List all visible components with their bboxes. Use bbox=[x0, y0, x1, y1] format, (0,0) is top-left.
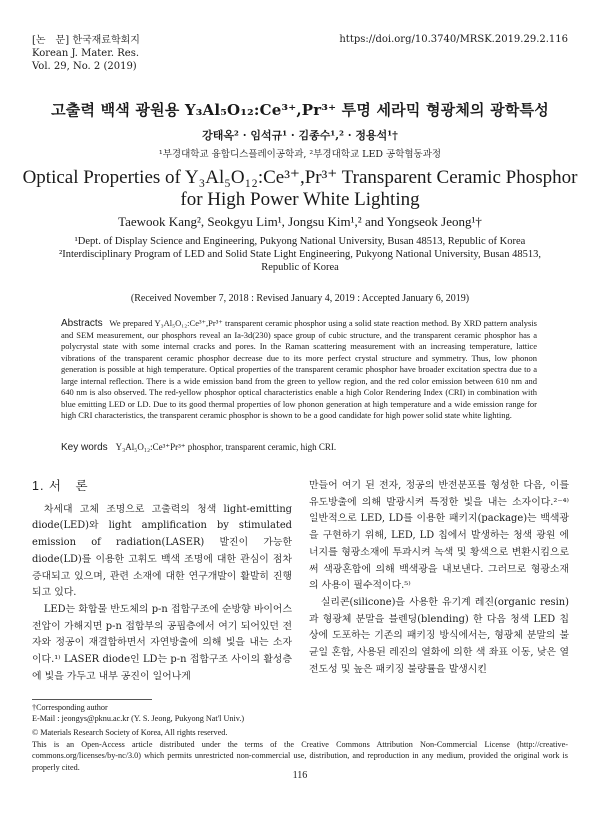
title-english bbox=[0, 167, 600, 211]
title-korean: 고출력 백색 광원용 Y₃Al₅O₁₂:Ce³⁺,Pr³⁺ 투명 세라믹 형광체의 광학특성 bbox=[51, 101, 549, 119]
section-heading: 1. 서 론 bbox=[32, 479, 89, 493]
license-block bbox=[32, 727, 568, 773]
received-dates: (Received November 7, 2018 : Revised January 4, 2019 : Accepted January 6, 2019) bbox=[130, 293, 470, 304]
abstract-label: Abstracts bbox=[61, 318, 103, 329]
paragraph: 차세대 고체 조명으로 고출력의 청색 light-emitting diode(LED)와 light amplification by stimulated emission of radiation(LASER) 발진이 가능한 diode(LD)를 이용한 고휘도 백색 조명에 대한 관심이 점차 증대되고 있으며, 관련 소재에 대한 연구개발이 활발히 진행되고 있다. bbox=[32, 503, 292, 599]
abstract bbox=[61, 318, 537, 422]
page-number: 116 bbox=[292, 770, 308, 781]
paragraph: LED는 화합물 반도체의 p-n 접합구조에 순방향 바이어스 전압이 가해지면 p-n 접합부의 공핍층에서 여기 되어있던 전자와 정공이 재결합하면서 자연방출에 의해 빛을 내는 소자이다.¹⁾ LASER diode인 LD는 p-n 접합구조 사이의 활성층에 빛을 가두고 내부 공진이 일어나게 bbox=[32, 603, 292, 682]
authors-korean: 강태옥² · 임석규¹ · 김종수¹,² · 정용석¹† bbox=[202, 129, 398, 142]
body-column-left bbox=[32, 478, 292, 685]
keywords-label: Key words bbox=[61, 442, 108, 453]
affiliation-2: ²Interdisciplinary Program of LED and Solid State Light Engineering, Pukyong National University, Busan 48513, Republic of Korea bbox=[59, 249, 541, 273]
license-text: This is an Open-Access article distributed under the terms of the Creative Commons Attribution Non-Commercial License (http://creative-commons.org/licenses/by-nc/3.0) which permits unrestricted non-commercial use, distribution, and reproduction in any medium, provided the original work is properly cited. bbox=[32, 739, 568, 772]
title-english-line1: Optical Properties of Y₃Al₅O₁₂:Ce³⁺,Pr³⁺ Transparent Ceramic Phosphor bbox=[22, 167, 578, 188]
copyright-notice: © Materials Research Society of Korea, All rights reserved. bbox=[32, 728, 228, 737]
paragraph: 만들어 여기 된 전자, 정공의 반전분포를 형성한 다음, 이를 유도방출에 의해 발광시켜 특정한 빛을 내는 소자이다.²⁻⁴⁾ 일반적으로 LED, LD를 이용한 패키지(package)는 백색광을 구현하기 위해, LED, LD 칩에서 발생하는 청색 광원 에너지를 형광소재에 투과시켜 녹색 및 황색으로 변환시킴으로써 색광혼합에 의해 백색광을 내보낸다. 그러므로 형광소재의 사용이 필수적이다.⁵⁾ bbox=[309, 480, 569, 592]
journal-header bbox=[32, 34, 140, 73]
doi-link[interactable]: https://doi.org/10.3740/MRSK.2019.29.2.116 bbox=[339, 34, 568, 45]
title-english-line2: for High Power White Lighting bbox=[180, 189, 420, 210]
affiliation-1: ¹Dept. of Display Science and Engineering, Pukyong National University, Busan 48513, Republic of Korea bbox=[74, 236, 526, 247]
journal-name-en: Korean J. Mater. Res. bbox=[32, 48, 140, 59]
corresponding-author-note: †Corresponding author bbox=[32, 703, 108, 712]
corresponding-author-email: E-Mail : jeongys@pknu.ac.kr (Y. S. Jeong, Pukyong Nat'l Univ.) bbox=[32, 714, 245, 723]
keywords bbox=[61, 442, 537, 453]
journal-volume: Vol. 29, No. 2 (2019) bbox=[32, 61, 137, 72]
footnote-divider bbox=[32, 699, 152, 700]
affiliations-korean: ¹부경대학교 융합디스플레이공학과, ²부경대학교 LED 공학협동과정 bbox=[158, 149, 442, 160]
affiliations-english bbox=[40, 235, 560, 274]
authors-english: Taewook Kang², Seokgyu Lim¹, Jongsu Kim¹,² and Yongseok Jeong¹† bbox=[118, 214, 482, 229]
article-type-label: [논 문] bbox=[32, 35, 70, 46]
keywords-text: Y₃Al₅O₁₂:Ce³⁺Pr³⁺ phosphor, transparent ceramic, high CRI. bbox=[115, 442, 337, 452]
journal-name-kr: 한국재료학회지 bbox=[72, 35, 140, 46]
paragraph: 실리콘(silicone)을 사용한 유기계 레진(organic resin)과 형광체 분말을 블렌딩(blending) 한 다음 청색 LED 칩상에 도포하는 기존의 패키징 방식에서는, 형광체 분말의 불균일 혼합, 사용된 레진의 열화에 의한 색 좌표 이동, 낮은 열전도성 및 높은 패키징 불량률을 발생시킨 bbox=[309, 596, 569, 675]
footnote bbox=[32, 702, 244, 724]
abstract-text: We prepared Y₃Al₅O₁₂:Ce³⁺,Pr³⁺ transparent ceramic phosphor using a solid state reaction method. By XRD pattern analysis and SEM measurement, our phosphors reveal an Ia-3d(230) space group of cubic structure, and the transparent ceramic phosphor has a polycrystal state with some internal cracks and pores. In the Raman scattering measurement with an increasing temperature, lattice vibrations of the transparent ceramic phosphor decrease due to its more perfect crystal structure and symmetry. Thus, low phonon generation is possible at high temperature. Optical properties of the transparent ceramic phosphor have broader excitation spectra due to a large internal reflection. There is a wide emission band from the green to yellow region, and the red color emission between 610 nm and 640 nm is also observed. The red-yellow phosphor optical characteristics enable a high Color Rendering Index (CRI) in combination with blue emitting LED or LD. Due to its good thermal properties of low phonon generation at high temperature and a wide emission range for high CRI characteristics, the transparent ceramic phosphor is shown to be a good candidate for high power solid state white lighting. bbox=[61, 318, 537, 420]
body-column-right bbox=[309, 478, 569, 678]
